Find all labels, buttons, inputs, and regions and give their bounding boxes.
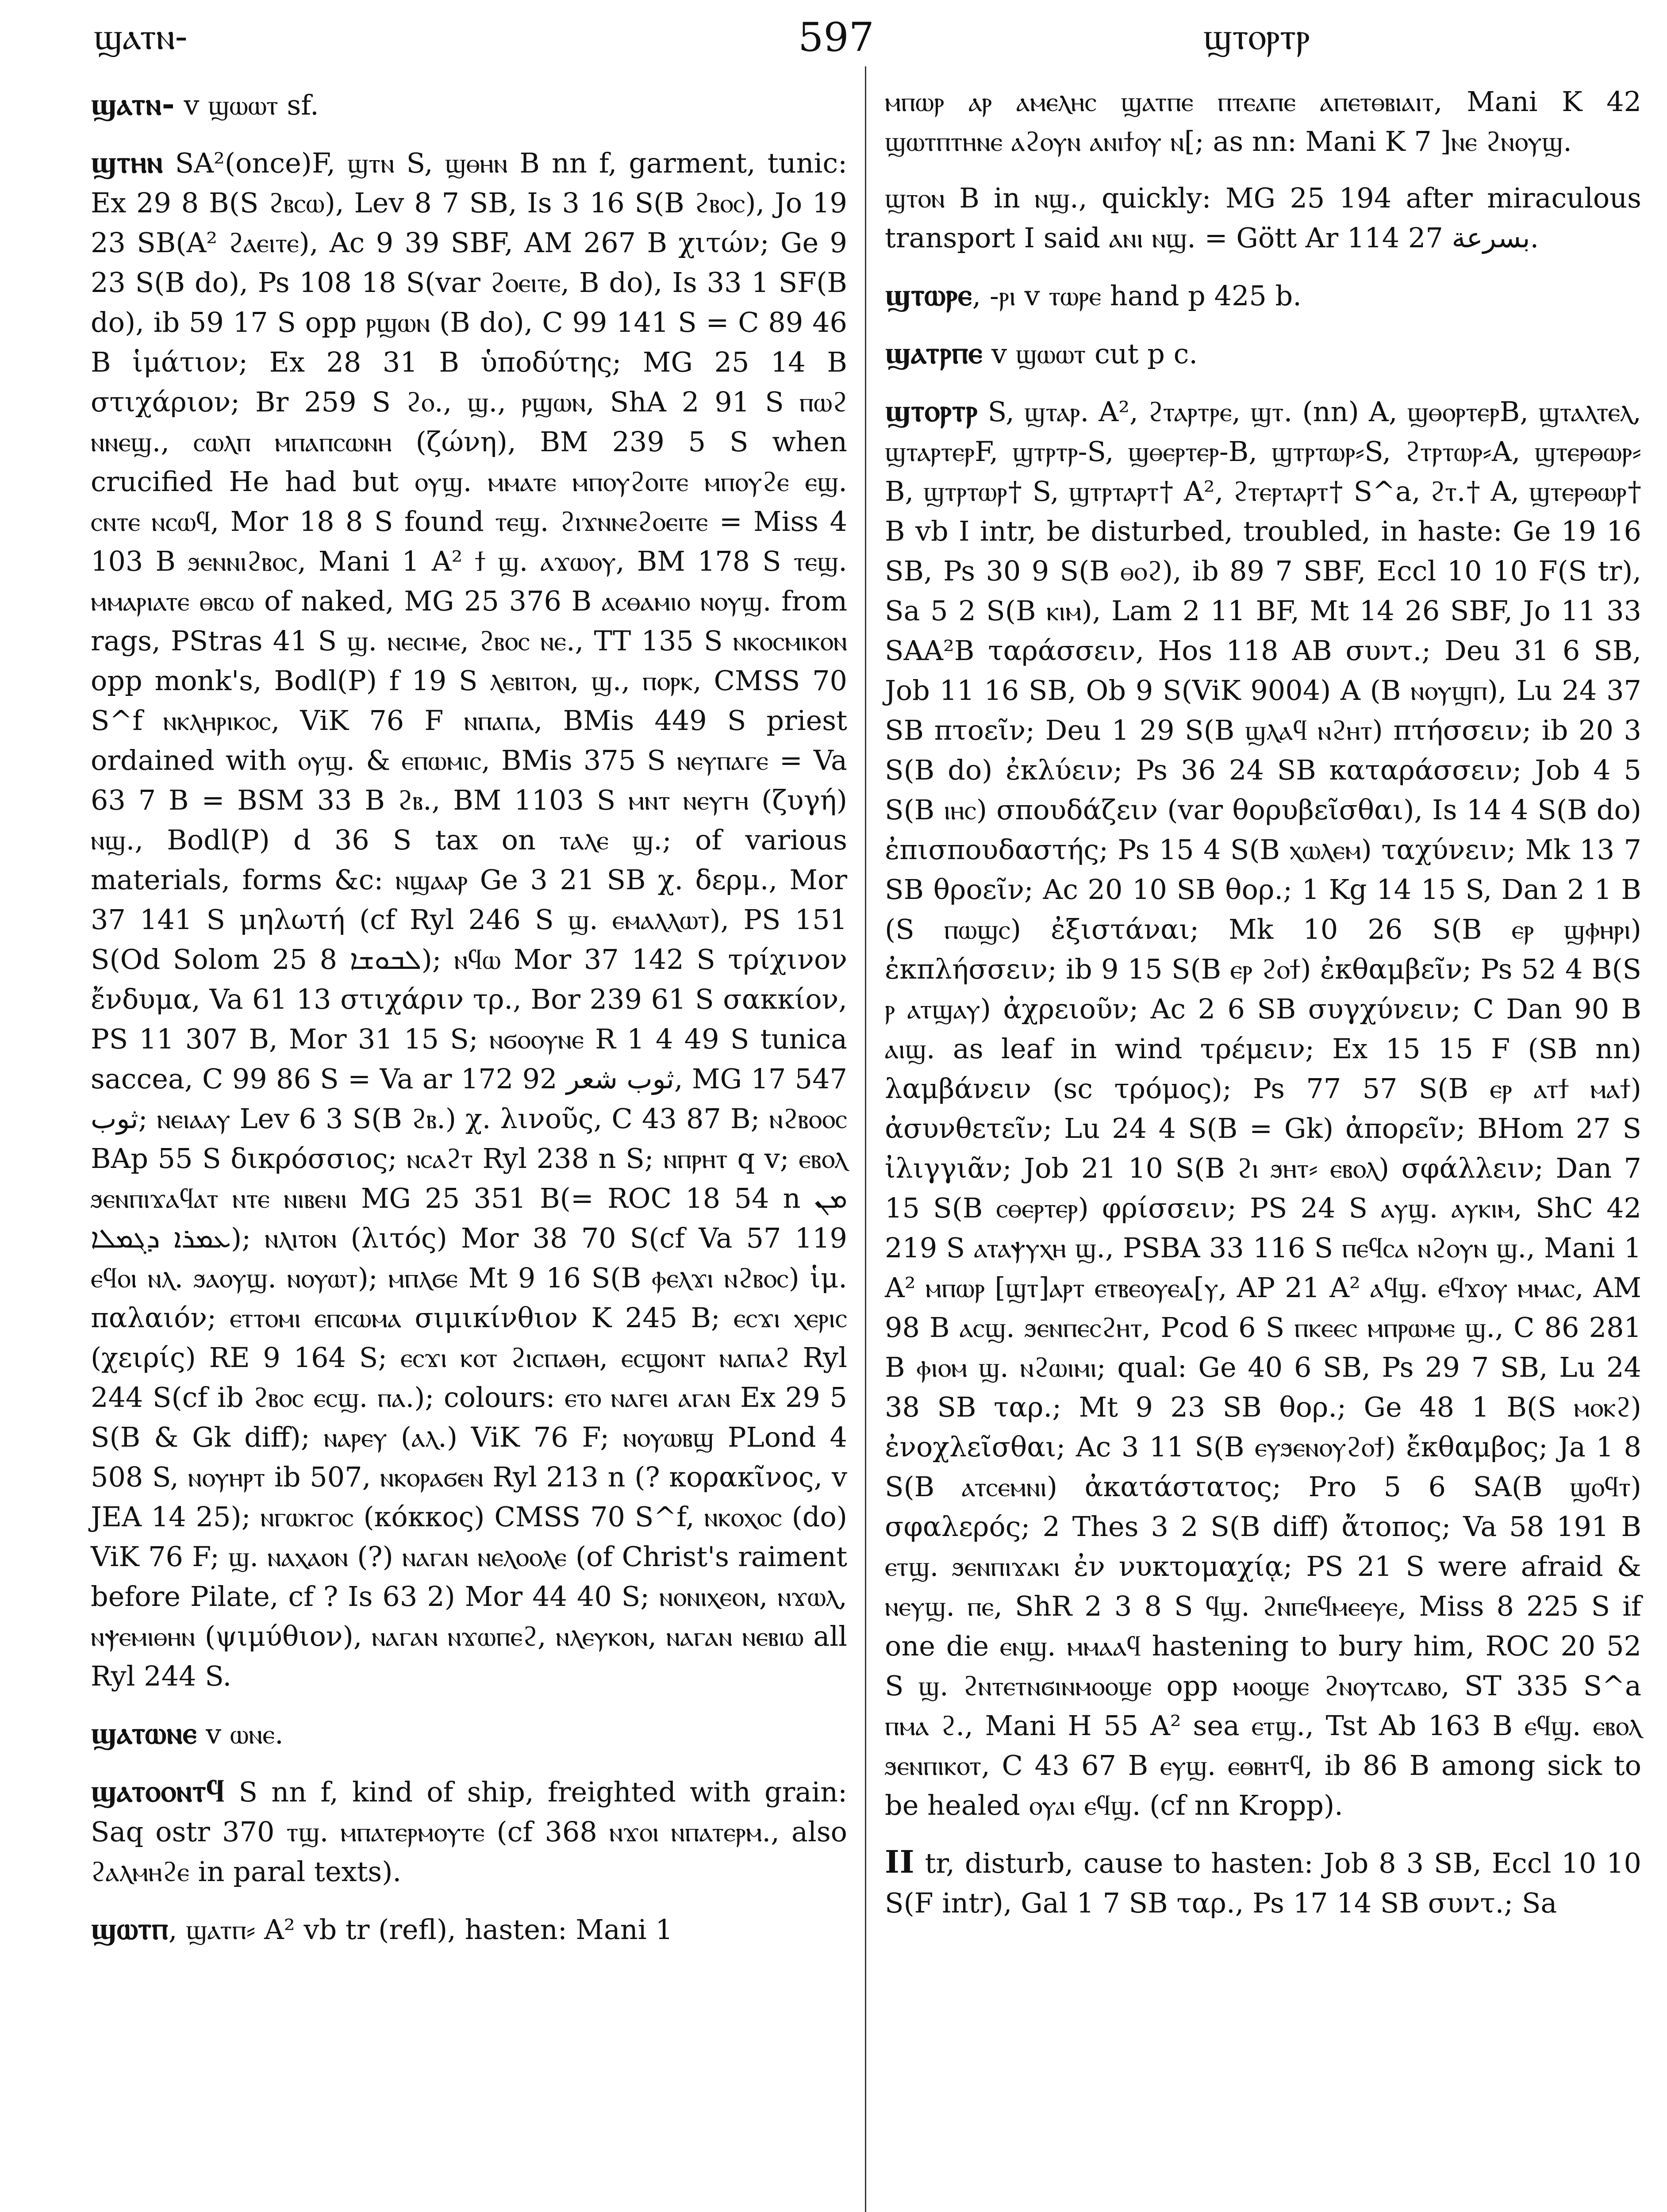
entry-section-number: II (885, 1843, 915, 1880)
entry-headword: ϣⲁⲧⲱⲛⲉ (91, 1714, 197, 1751)
entry-text: SA²(once)F, ϣⲧⲛ S, ϣⲑⲏⲛ B nn f, garment, tunic: Ex 29 8 B(S ϩⲃⲥⲱ), Lev 8 7 SB, Is 3 16 S(B ϩⲃⲟⲥ), Jo 19 23 SB(A² ϩⲁⲉⲓⲧⲉ), Ac 9 39 SBF, AM 267 B χιτών; Ge 9 23 S(B do), Ps 108 18 S(var ϩⲟⲉⲓⲧⲉ, B do), Is 33 1 SF(B do), ib 59 17 S opp ⲣϣⲱⲛ (B do), C 99 141 S = C 89 46 B ἱμάτιον; Ex 28 31 B ὑποδύτης; MG 25 14 B στιχάριον; Br 259 S ϩⲟ., ϣ., ⲣϣⲱⲛ, ShA 2 91 S ⲡⲱϩ ⲛⲛⲉϣ., ⲥⲱⲗⲡ ⲙⲡⲁⲡⲥⲱⲛⲏ (ζώνη), BM 239 5 S when crucified He had but ⲟⲩϣ. ⲙⲙⲁⲧⲉ ⲙⲡⲟⲩϩⲟⲓⲧⲉ ⲙⲡⲟⲩϩⲉ ⲉϣ. ⲥⲛⲧⲉ ⲛⲥⲱϥ, Mor 18 8 S found ⲧⲉϣ. ϩⲓϫⲛⲛⲉϩⲟⲉⲓⲧⲉ = Miss 4 103 B ϧⲉⲛⲛⲓϩⲃⲟⲥ, Mani 1 A² ϯ ϣ. ⲁϫⲱⲟⲩ, BM 178 S ⲧⲉϣ. ⲙⲙⲁⲣⲓⲁⲧⲉ ⲑⲃⲥⲱ of naked, MG 25 376 B ⲁⲥⲑⲁⲙⲓⲟ ⲛⲟⲩϣ. from rags, PStras 41 S ϣ. ⲛⲉⲥⲓⲙⲉ, ϩⲃⲟⲥ ⲛⲉ., TT 135 S ⲛⲕⲟⲥⲙⲓⲕⲟⲛ opp monk's, Bodl(P) f 19 S ⲗⲉⲃⲓⲧⲟⲛ, ϣ., ⲡⲟⲣⲕ, CMSS 70 S^f ⲛⲕⲗⲏⲣⲓⲕⲟⲥ, ViK 76 F ⲛⲡⲁⲡⲁ, BMis 449 S priest ordained with ⲟⲩϣ. & ⲉⲡⲱⲙⲓⲥ, BMis 375 S ⲛⲉⲩⲡⲁⲅⲉ = Va 63 7 B = BSM 33 B ϩⲃ., BM 1103 S ⲙⲛⲧ ⲛⲉⲩⲅⲏ (ζυγή) ⲛϣ., Bodl(P) d 36 S tax on ⲧⲁⲗⲉ ϣ.; of various materials, forms &c: ⲛϣⲁⲁⲣ Ge 3 21 SB χ. δερμ., Mor 37 141 S μηλωτή (cf Ryl 246 S ϣ. ⲉⲙⲁⲗⲗⲱⲧ), PS 151 S(Od Solom 25 8 ܠܒܘܫܐ); ⲛϥⲱ Mor 37 142 S τρίχινον ἔνδυμα, Va 61 13 στιχάριν τρ., Bor 239 61 S σακκίον, PS 11 307 B, Mor 31 15 S; ⲛϭⲟⲟⲩⲛⲉ R 1 4 49 S tunica saccea, C 99 86 S = Va ar 172 92 ﺛﻮﺏ ﺷﻌﺮ, MG 17 547 ﺛﻮﺏ; ⲛⲉⲓⲁⲁⲩ Lev 6 3 S(B ϩⲃ.) χ. λινοῦς, C 43 87 B; ⲛϩⲃⲟⲟⲥ BAp 55 S δικρόσσιος; ⲛⲥⲁϩⲧ Ryl 238 n S; ⲛⲡⲣⲏⲧ q v; ⲉⲃⲟⲗ ϧⲉⲛⲡⲓϫⲁϥⲁⲧ ⲛⲧⲉ ⲛⲓⲃⲉⲛⲓ MG 25 351 B(= ROC 18 54 n ܡܢ ܥܡܪܐ ܕܓܡܠܐ); ⲛⲗⲓⲧⲟⲛ (λιτός) Mor 38 70 S(cf Va 57 119 ⲉϥⲟⲓ ⲛⲗ. ϧⲁⲟⲩϣ. ⲛⲟⲩⲱⲧ); ⲙⲡⲗϭⲉ Mt 9 16 S(B ⲫⲉⲗϫⲓ ⲛϩⲃⲟⲥ) ἱμ. παλαιόν; ⲉⲧⲧⲟⲙⲓ ⲉⲡⲥⲱⲙⲁ σιμικίνθιον K 245 B; ⲉⲥϫⲓ ⲭⲉⲣⲓⲥ (χειρίς) RE 9 164 S; ⲉⲥϫⲓ ⲕⲟⲧ ϩⲓⲥⲡⲁⲑⲏ, ⲉⲥϣⲟⲛⲧ ⲛⲁⲡⲁϩ Ryl 244 S(cf ib ϩⲃⲟⲥ ⲉⲥϣ. ⲡⲁ.); colours: ⲉⲧⲟ ⲛⲁⲅⲉⲓ ⲁⲅⲁⲛ Ex 29 5 S(B & Gk diff); ⲛⲁⲣⲉⲩ (ⲁⲗ.) ViK 76 F; ⲛⲟⲩⲱⲃϣ PLond 4 508 S, ⲛⲟⲩⲏⲣⲧ ib 507, ⲛⲕⲟⲣⲁϭⲉⲛ Ryl 213 n (? κορακῖνος, v JEA 14 25); ⲛⲅⲱⲕⲅⲟⲥ (κόκκος) CMSS 70 S^f, ⲛⲕⲟⲭⲟⲥ (do) ViK 76 F; ϣ. ⲛⲁⲭⲁⲟⲛ (?) ⲛⲁⲅⲁⲛ ⲛⲉⲗⲟⲟⲗⲉ (of Christ's raiment before Pilate, cf ? Is 63 2) Mor 44 40 S; ⲛⲟⲛⲓⲭⲉⲟⲛ, ⲛϫⲱⲗ, ⲛⲯⲉⲙⲓⲑⲏⲛ (ψιμύθιον), ⲛⲁⲅⲁⲛ ⲛϫⲱⲡⲉϩ, ⲛⲗⲉⲩⲕⲟⲛ, ⲛⲁⲅⲁⲛ ⲛⲉⲃⲓⲱ all Ryl 244 S. (91, 147, 847, 1692)
entry-text: S, ϣⲧⲁⲣ. A², ϩⲧⲁⲣⲧⲣⲉ, ϣⲧ. (nn) A, ϣⲑⲟⲣⲧⲉⲣB, ϣⲧⲁⲗⲧⲉⲗ, ϣⲧⲁⲣⲧⲉⲣF, ϣⲧⲣⲧⲣ-S, ϣⲑⲉⲣⲧⲉⲣ-B, ϣⲧⲣⲧⲱⲣ⸗S, ϩⲧⲣⲧⲱⲣ⸗A, ϣⲧⲉⲣⲑⲱⲣ⸗B, ϣⲧⲣⲧⲱⲣ† S, ϣⲧⲣⲧⲁⲣⲧ† A², ϩⲧⲉⲣⲧⲁⲣⲧ† S^a, ϩⲧ.† A, ϣⲧⲉⲣⲑⲱⲣ† B vb I intr, be disturbed, troubled, in haste: Ge 19 16 SB, Ps 30 9 S(B ⲑⲟϩ), ib 89 7 SBF, Eccl 10 10 F(S tr), Sa 5 2 S(B ⲕⲓⲙ), Lam 2 11 BF, Mt 14 26 SBF, Jo 11 33 SAA²B ταράσσειν, Hos 118 AB συντ.; Deu 31 6 SB, Job 11 16 SB, Ob 9 S(ViK 9004) A (B ⲛⲟⲩϣⲡ), Lu 24 37 SB πτοεῖν; Deu 1 29 S(B ϣⲗⲁϥ ⲛϩⲏⲧ) πτήσσειν; ib 20 3 S(B do) ἐκλύειν; Ps 36 24 SB καταράσσειν; Job 4 5 S(B ⲓⲏⲥ) σπουδάζειν (var θορυβεῖσθαι), Is 14 4 S(B do) ἐπισπουδαστής; Ps 15 4 S(B ⲭⲱⲗⲉⲙ) ταχύνειν; Mk 13 7 SB θροεῖν; Ac 20 10 SB θορ.; 1 Kg 14 15 S, Dan 2 1 B (S ⲡⲱϣⲥ) ἐξιστάναι; Mk 10 26 S(B ⲉⲣ ϣⲫⲏⲣⲓ) ἐκπλήσσειν; ib 9 15 S(B ⲉⲣ ϩⲟϯ) ἐκθαμβεῖν; Ps 52 4 B(S ⲣ ⲁⲧϣⲁⲩ) ἀχρειοῦν; Ac 2 6 SB συγχύνειν; C Dan 90 B ⲁⲓϣ. as leaf in wind τρέμειν; Ex 15 15 F (SB nn) λαμβάνειν (sc τρόμος); Ps 77 57 S(B ⲉⲣ ⲁⲧϯ ⲙⲁϯ) ἀσυνθετεῖν; Lu 24 4 S(B = Gk) ἀπορεῖν; BHom 27 S ἰλιγγιᾶν; Job 21 10 S(B ϩⲓ ϧⲏⲧ⸗ ⲉⲃⲟⲗ) σφάλλειν; Dan 7 15 S(B ⲥⲑⲉⲣⲧⲉⲣ) φρίσσειν; PS 24 S ⲁⲩϣ. ⲁⲩⲕⲓⲙ, ShC 42 219 S ⲁⲧⲁⲯⲩⲭⲏ ϣ., PSBA 33 116 S ⲡⲉϥⲥⲁ ⲛϩⲟⲩⲛ ϣ., Mani 1 A² ⲙⲡⲱⲣ [ϣⲧ]ⲁⲣⲧ ⲉⲧⲃⲉⲟⲩⲉⲁ[ⲩ, AP 21 A² ⲁϥϣ. ⲉϥϫⲟⲩ ⲙⲙⲁⲥ, AM 98 B ⲁⲥϣ. ϧⲉⲛⲡⲉⲥϩⲏⲧ, Pcod 6 S ⲡⲕⲉⲉⲥ ⲙⲡⲣⲱⲙⲉ ϣ., C 86 281 B ⲫⲓⲟⲙ ϣ. ⲛϩⲱⲓⲙⲓ; qual: Ge 40 6 SB, Ps 29 7 SB, Lu 24 38 SB ταρ.; Mt 9 23 SB θορ.; Ge 48 1 B(S ⲙⲟⲕϩ) ἐνοχλεῖσθαι; Ac 3 11 S(B ⲉⲩϧⲉⲛⲟⲩϩⲟϯ) ἔκθαμβος; Ja 1 8 S(B ⲁⲧⲥⲉⲙⲛⲓ) ἀκατάστατος; Pro 5 6 SA(B ϣⲟϥⲧ) σφαλερός; 2 Thes 3 2 S(B diff) ἄτοπος; Va 58 191 B ⲉⲧϣ. ϧⲉⲛⲡⲓϫⲁⲕⲓ ἐν νυκτομαχίᾳ; PS 21 S were afraid & ⲛⲉⲩϣ. ⲡⲉ, ShR 2 3 8 S ϥϣ. ϩⲛⲡⲉϥⲙⲉⲉⲩⲉ, Miss 8 225 S if one die ⲉⲛϣ. ⲙⲙⲁⲁϥ hastening to bury him, ROC 20 52 S ϣ. ϩⲛⲧⲉⲧⲛϭⲓⲛⲙⲟⲟϣⲉ opp ⲙⲟⲟϣⲉ ϩⲛⲟⲩⲧⲥⲁⲃⲟ, ST 335 S^a ⲡⲙⲁ ϩ., Mani H 55 A² sea ⲉⲧϣ., Tst Ab 163 B ⲉϥϣ. ⲉⲃⲟⲗ ϧⲉⲛⲡⲓⲕⲟⲧ, C 43 67 B ⲉⲩϣ. ⲉⲑⲃⲏⲧϥ, ib 86 B among sick to be healed ⲟⲩⲁⲓ ⲉϥϣ. (cf nn Kropp). (885, 396, 1641, 1821)
column-divider (865, 66, 866, 2212)
entry (885, 1842, 1641, 1923)
entry (885, 275, 1641, 316)
entry-text: v ⲱⲛⲉ. (206, 1718, 284, 1750)
entry (91, 84, 847, 125)
running-head-left: ϣⲁⲧⲛ- (94, 15, 188, 58)
entry-headword: ϣⲁⲧⲣⲡⲉ (885, 334, 983, 371)
entry-headword: ϣⲁⲧⲛ- (91, 85, 175, 122)
entry (91, 1771, 847, 1892)
entry-text: ϣⲧⲟⲛ B in ⲛϣ., quickly: MG 25 194 after miraculous transport I said ⲁⲛⲓ ⲛϣ. = Gött Ar 114 27 ﺑﺴﺮﻋﺔ. (885, 182, 1641, 254)
page-number: 597 (798, 14, 874, 61)
entry (91, 142, 847, 1696)
entry (91, 1909, 847, 1950)
entry-text: S nn f, kind of ship, freighted with grain: Saq ostr 370 ⲧϣ. ⲙⲡⲁⲧⲉⲣⲙⲟⲩⲧⲉ (cf 368 ⲛϫⲟⲓ ⲛⲡⲁⲧⲉⲣⲙ., also ϩⲁⲗⲙⲏϩⲉ in paral texts). (91, 1776, 847, 1888)
entry-text: v ϣⲱⲱⲧ cut p c. (991, 338, 1198, 370)
entry-text: v ϣⲱⲱⲧ sf. (184, 89, 319, 121)
entry-headword: ϣⲧⲏⲛ (91, 143, 163, 180)
entry-text: , -ⲣⲓ v ⲧⲱⲣⲉ hand p 425 b. (972, 280, 1302, 312)
entry-continuation (885, 82, 1641, 161)
entry-headword: ϣⲧⲱⲣⲉ (885, 276, 972, 313)
entry (885, 391, 1641, 1825)
entry (885, 333, 1641, 374)
entry (885, 178, 1641, 258)
entry-text: tr, disturb, cause to hasten: Job 8 3 SB, Eccl 10 10 S(F intr), Gal 1 7 SB ταρ., Ps 17 14 SB συντ.; Sa (885, 1847, 1641, 1919)
left-column (91, 84, 847, 1966)
right-column (885, 82, 1641, 1940)
entry-headword: ϣⲧⲟⲣⲧⲣ (885, 392, 978, 429)
running-head-right: ϣⲧⲟⲣⲧⲣ (1203, 15, 1310, 58)
entry (91, 1713, 847, 1754)
entry-text: ⲙⲡⲱⲣ ⲁⲣ ⲁⲙⲉⲗⲏⲥ ϣⲁⲧⲡⲉ ⲡⲧⲉⲁⲡⲉ ⲁⲡⲉⲧⲑⲃⲓⲁⲓⲧ, Mani K 42 ϣⲱⲧⲡⲧⲏⲛⲉ ⲁϩⲟⲩⲛ ⲁⲛⲓϯⲟⲩ ⲛ[; as nn: Mani K 7 ]ⲛⲉ ϩⲛⲟⲩϣ. (885, 85, 1641, 157)
entry-headword: ϣⲁⲧⲟⲟⲛⲧϥ (91, 1772, 225, 1809)
entry-headword: ϣⲱⲧⲡ (91, 1910, 169, 1947)
entry-text: , ϣⲁⲧⲡ⸗ A² vb tr (refl), hasten: Mani 1 (168, 1913, 673, 1946)
